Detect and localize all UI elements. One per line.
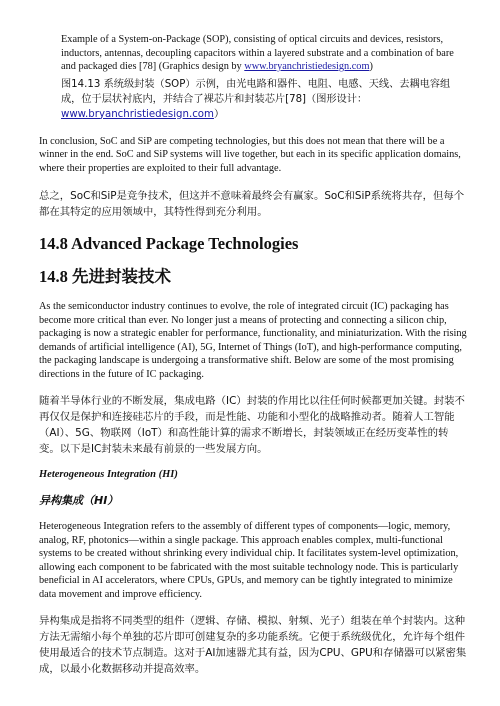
subsection-title-chinese: 异构集成（HI） [39, 494, 119, 507]
caption-chinese-text: 图14.13 系统级封装（SOP）示例，由光电路和器件、电阻、电感、天线、去耦电容组成，位于层状衬底内，并结合了裸芯片和封装芯片[78]（图形设计： [61, 78, 451, 105]
conclusion-english: In conclusion, SoC and SiP are competing technologies, but this does not mean that there will be a winner in the end. SoC and SiP systems will live together, but each in its specific application domains, where their properties are exploited to their full advantage. [39, 135, 461, 174]
section-heading-chinese-text: 先进封装技术 [72, 267, 171, 286]
subsection-body-english: Heterogeneous Integration refers to the assembly of different types of components—logic, memory, analog, RF, photonics—within a single package. This approach enables complex, multi-functional systems to be created without shrinking every individual chip. It facilitates system-level optimization, allowing each component to be fabricated with the most suitable technology node. This is particularly beneficial in AI accelerators, where CPUs, GPUs, and memory can be tightly integrated to minimize data movement and improve efficiency. [39, 521, 459, 600]
subsection-body-chinese: 异构集成是指将不同类型的组件（逻辑、存储、模拟、射频、光子）组装在单个封装内。这种方法无需缩小每个单独的芯片即可创建复杂的多功能系统。它便于系统级优化，允许每个组件使用最适合的技术节点制造。这对于AI加速器尤其有益，因为CPU、GPU和存储器可以紧密集成，以最小化数据移动并提高效率。 [39, 615, 467, 675]
intro-chinese: 随着半导体行业的不断发展，集成电路（IC）封装的作用比以往任何时候都更加关键。封装不再仅仅是保护和连接硅芯片的手段，而是性能、功能和小型化的战略推动者。随着人工智能（AI）、5G、物联网（IoT）和高性能计算的需求不断增长，封装领域正在经历变革性的转变。以下是IC封装未来最有前景的一些发展方向。 [39, 395, 465, 455]
caption-english [61, 33, 469, 74]
caption-english-close: ) [369, 61, 373, 72]
caption-english-link[interactable]: www.bryanchristiedesign.com [244, 61, 370, 72]
subsection-title-english: Heterogeneous Integration (HI) [39, 469, 178, 480]
caption-chinese-close: ） [213, 108, 225, 120]
intro-english: As the semiconductor industry continues to evolve, the role of integrated circuit (IC) packaging has become more critical than ever. No longer just a means of protecting and connecting a silicon chip, packaging is now a strategic enabler for performance, functionality, and miniaturization. With the rising demands of artificial intelligence (AI), 5G, Internet of Things (IoT), and high-performance computing, the packaging landscape is undergoing a transformative shift. Below are some of the most promising directions in the future of IC packaging. [39, 301, 467, 380]
section-heading-english: 14.8 Advanced Package Technologies [39, 234, 299, 253]
conclusion-chinese: 总之，SoC和SiP是竞争技术，但这并不意味着最终会有赢家。SoC和SiP系统将共存，但每个都在其特定的应用领域中，其特性得到充分利用。 [39, 190, 465, 218]
document-page [39, 0, 469, 677]
section-heading-chinese [39, 263, 469, 287]
figure-caption [61, 33, 469, 122]
section-number: 14.8 [39, 267, 72, 286]
caption-chinese-link[interactable]: www.bryanchristiedesign.com [61, 108, 214, 120]
caption-chinese [61, 77, 469, 122]
caption-english-text: Example of a System-on-Package (SOP), consisting of optical circuits and devices, resistors, inductors, antennas, decoupling capacitors within a layered substrate and a combination of bare and packaged dies [78] (Graphics design by [61, 34, 454, 72]
